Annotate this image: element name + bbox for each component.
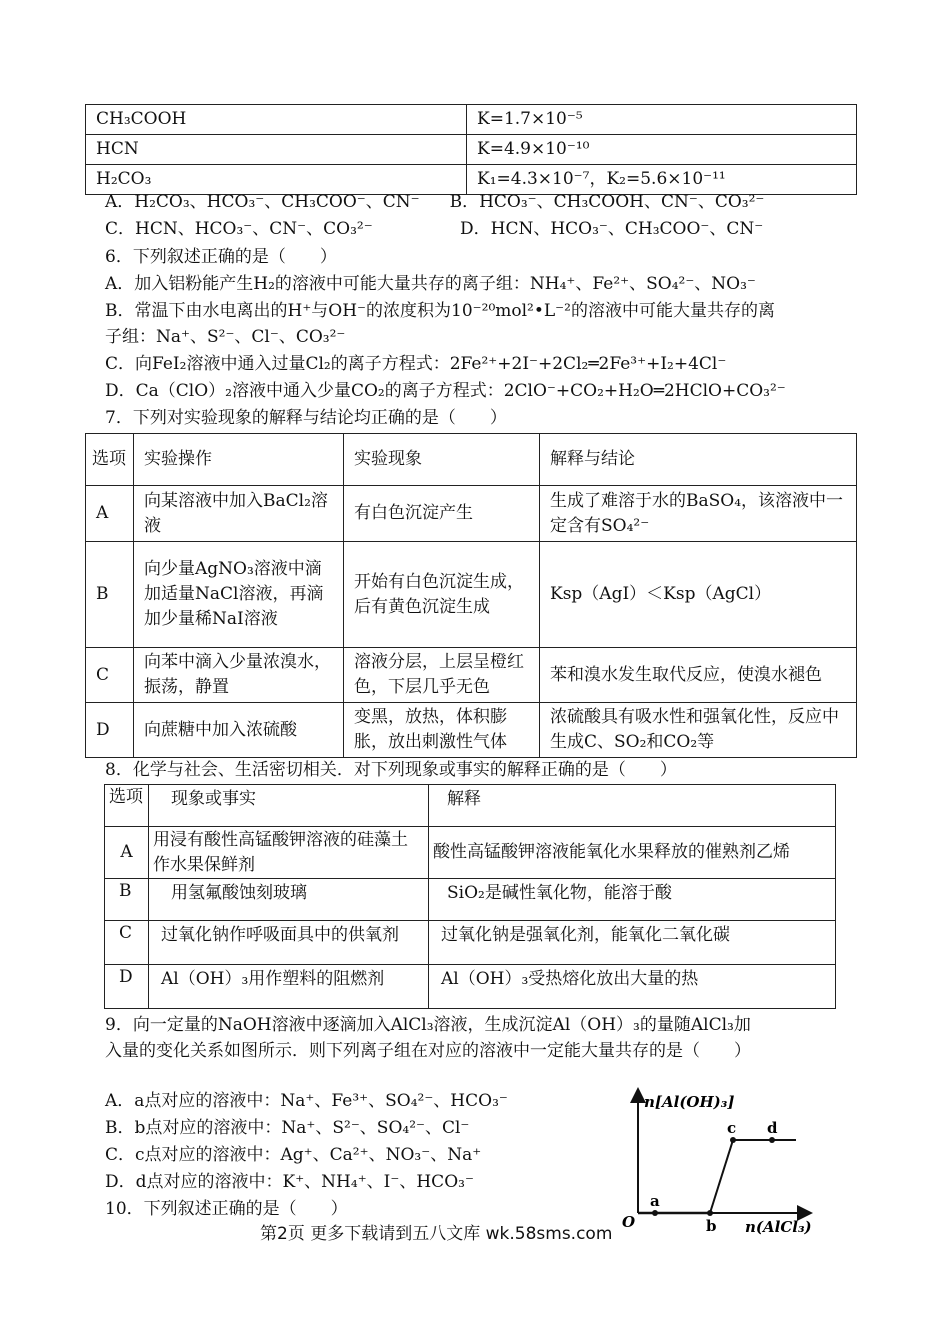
table-header: 选项 [105,785,149,827]
page-footer: 第2页 更多下载请到五八文库 wk.58sms.com [260,1224,613,1244]
table-row [86,648,857,703]
table-cell: 溶液分层，上层呈橙红色，下层几乎无色 [344,648,540,703]
q6-option-b-line2: 子组：Na⁺、S²⁻、Cl⁻、CO₃²⁻ [105,327,346,347]
q7-stem: 7．下列对实验现象的解释与结论均正确的是（ ） [105,408,507,428]
table-row [86,434,857,486]
table-cell: Al（OH）₃用作塑料的阻燃剂 [149,965,429,1009]
point-c-label: c [727,1119,737,1137]
q5-option-d: D．HCN、HCO₃⁻、CH₃COO⁻、CN⁻ [460,219,764,239]
table-row [86,135,857,165]
q6-option-d: D．Ca（ClO）₂溶液中通入少量CO₂的离子方程式：2ClO⁻+CO₂+H₂O═2HClO+CO₃²⁻ [105,381,786,401]
table-cell: 向苯中滴入少量浓溴水，振荡，静置 [134,648,344,703]
q5-option-b: B．HCO₃⁻、CH₃COOH、CN⁻、CO₃²⁻ [449,192,765,212]
table-cell: 变黑，放热，体积膨胀，放出刺激性气体 [344,703,540,758]
x-axis-label: n(AlCl₃) [745,1218,812,1235]
table-cell: CH₃COOH [86,105,467,135]
table-cell: K₁=4.3×10⁻⁷，K₂=5.6×10⁻¹¹ [467,165,857,195]
table-cell: 向某溶液中加入BaCl₂溶液 [134,486,344,542]
table-cell: C [86,648,134,703]
q9-stem-line1: 9．向一定量的NaOH溶液中逐滴加入AlCl₃溶液，生成沉淀Al（OH）₃的量随AlCl₃加 [105,1015,751,1035]
table-cell: 过氧化钠作呼吸面具中的供氧剂 [149,921,429,965]
table-cell: 向少量AgNO₃溶液中滴加适量NaCl溶液，再滴加少量稀NaI溶液 [134,542,344,648]
table-cell: 开始有白色沉淀生成，后有黄色沉淀生成 [344,542,540,648]
table-cell: 过氧化钠是强氧化剂，能氧化二氧化碳 [429,921,836,965]
table-cell: K=1.7×10⁻⁵ [467,105,857,135]
table-cell: SiO₂是碱性氧化物，能溶于酸 [429,879,836,921]
table-cell: 用氢氟酸蚀刻玻璃 [149,879,429,921]
table-row [105,965,836,1009]
table-cell: B [86,542,134,648]
table-cell: K=4.9×10⁻¹⁰ [467,135,857,165]
table-cell: 浓硫酸具有吸水性和强氧化性，反应中生成C、SO₂和CO₂等 [540,703,857,758]
y-axis-label: n[Al(OH)₃] [644,1093,735,1111]
q7-table [85,433,857,758]
origin-label: O [622,1213,636,1231]
table-row [86,703,857,758]
table-cell: Al（OH）₃受热熔化放出大量的热 [429,965,836,1009]
q6-option-b-line1: B．常温下由水电离出的H⁺与OH⁻的浓度积为10⁻²⁰mol²•L⁻²的溶液中可能大量共存的离 [105,301,775,321]
q9-option-a: A．a点对应的溶液中：Na⁺、Fe³⁺、SO₄²⁻、HCO₃⁻ [105,1091,508,1111]
table-header: 实验操作 [134,434,344,486]
point-b [707,1210,713,1216]
table-cell: C [105,921,149,965]
table-row [105,785,836,827]
table-cell: D [105,965,149,1009]
table-cell: 苯和溴水发生取代反应，使溴水褪色 [540,648,857,703]
table-row [86,542,857,648]
q6-option-a: A．加入铝粉能产生H₂的溶液中可能大量共存的离子组：NH₄⁺、Fe²⁺、SO₄²⁻、NO₃⁻ [105,274,756,294]
table-cell: Ksp（AgI）＜Ksp（AgCl） [540,542,857,648]
table-cell: D [86,703,134,758]
q6-stem: 6．下列叙述正确的是（ ） [105,247,337,267]
table-row [105,921,836,965]
table-cell: H₂CO₃ [86,165,467,195]
table-row [86,105,857,135]
table-cell: A [105,827,149,879]
point-d [769,1137,775,1143]
point-b-label: b [706,1217,717,1235]
table-header: 现象或事实 [149,785,429,827]
table-cell: 向蔗糖中加入浓硫酸 [134,703,344,758]
q8-stem: 8．化学与社会、生活密切相关．对下列现象或事实的解释正确的是（ ） [105,760,677,780]
table-cell: 用浸有酸性高锰酸钾溶液的硅藻土作水果保鲜剂 [149,827,429,879]
q5-options-row2 [105,216,763,242]
table-header: 选项 [86,434,134,486]
table-cell: 生成了难溶于水的BaSO₄，该溶液中一定含有SO₄²⁻ [540,486,857,542]
q9-option-b: B．b点对应的溶液中：Na⁺、S²⁻、SO₄²⁻、Cl⁻ [105,1118,470,1138]
q8-table [104,784,836,1009]
table-header: 解释 [429,785,836,827]
table-row [105,879,836,921]
q5-options-row1 [105,189,764,215]
table-cell: A [86,486,134,542]
table-cell: 酸性高锰酸钾溶液能氧化水果释放的催熟剂乙烯 [429,827,836,879]
table-header: 解释与结论 [540,434,857,486]
q10-stem: 10．下列叙述正确的是（ ） [105,1199,348,1219]
table-header: 实验现象 [344,434,540,486]
q5-option-c: C．HCN、HCO₃⁻、CN⁻、CO₃²⁻ [105,219,373,239]
point-c [730,1137,736,1143]
table-cell: B [105,879,149,921]
precipitation-graph [600,1085,815,1235]
table-cell: HCN [86,135,467,165]
q6-option-c: C．向FeI₂溶液中通入过量Cl₂的离子方程式：2Fe²⁺+2I⁻+2Cl₂═2Fe³⁺+I₂+4Cl⁻ [105,354,727,374]
table-row [105,827,836,879]
q9-option-d: D．d点对应的溶液中：K⁺、NH₄⁺、I⁻、HCO₃⁻ [105,1172,474,1192]
ka-table [85,104,857,195]
q9-stem-line2: 入量的变化关系如图所示．则下列离子组在对应的溶液中一定能大量共存的是（ ） [105,1041,751,1061]
point-a-label: a [650,1192,660,1210]
q5-option-a: A．H₂CO₃、HCO₃⁻、CH₃COO⁻、CN⁻ [105,192,420,212]
table-cell: 有白色沉淀产生 [344,486,540,542]
point-d-label: d [767,1119,778,1137]
table-row [86,486,857,542]
curve-rise-segment [710,1140,733,1213]
q9-option-c: C．c点对应的溶液中：Ag⁺、Ca²⁺、NO₃⁻、Na⁺ [105,1145,482,1165]
point-a [652,1210,658,1216]
